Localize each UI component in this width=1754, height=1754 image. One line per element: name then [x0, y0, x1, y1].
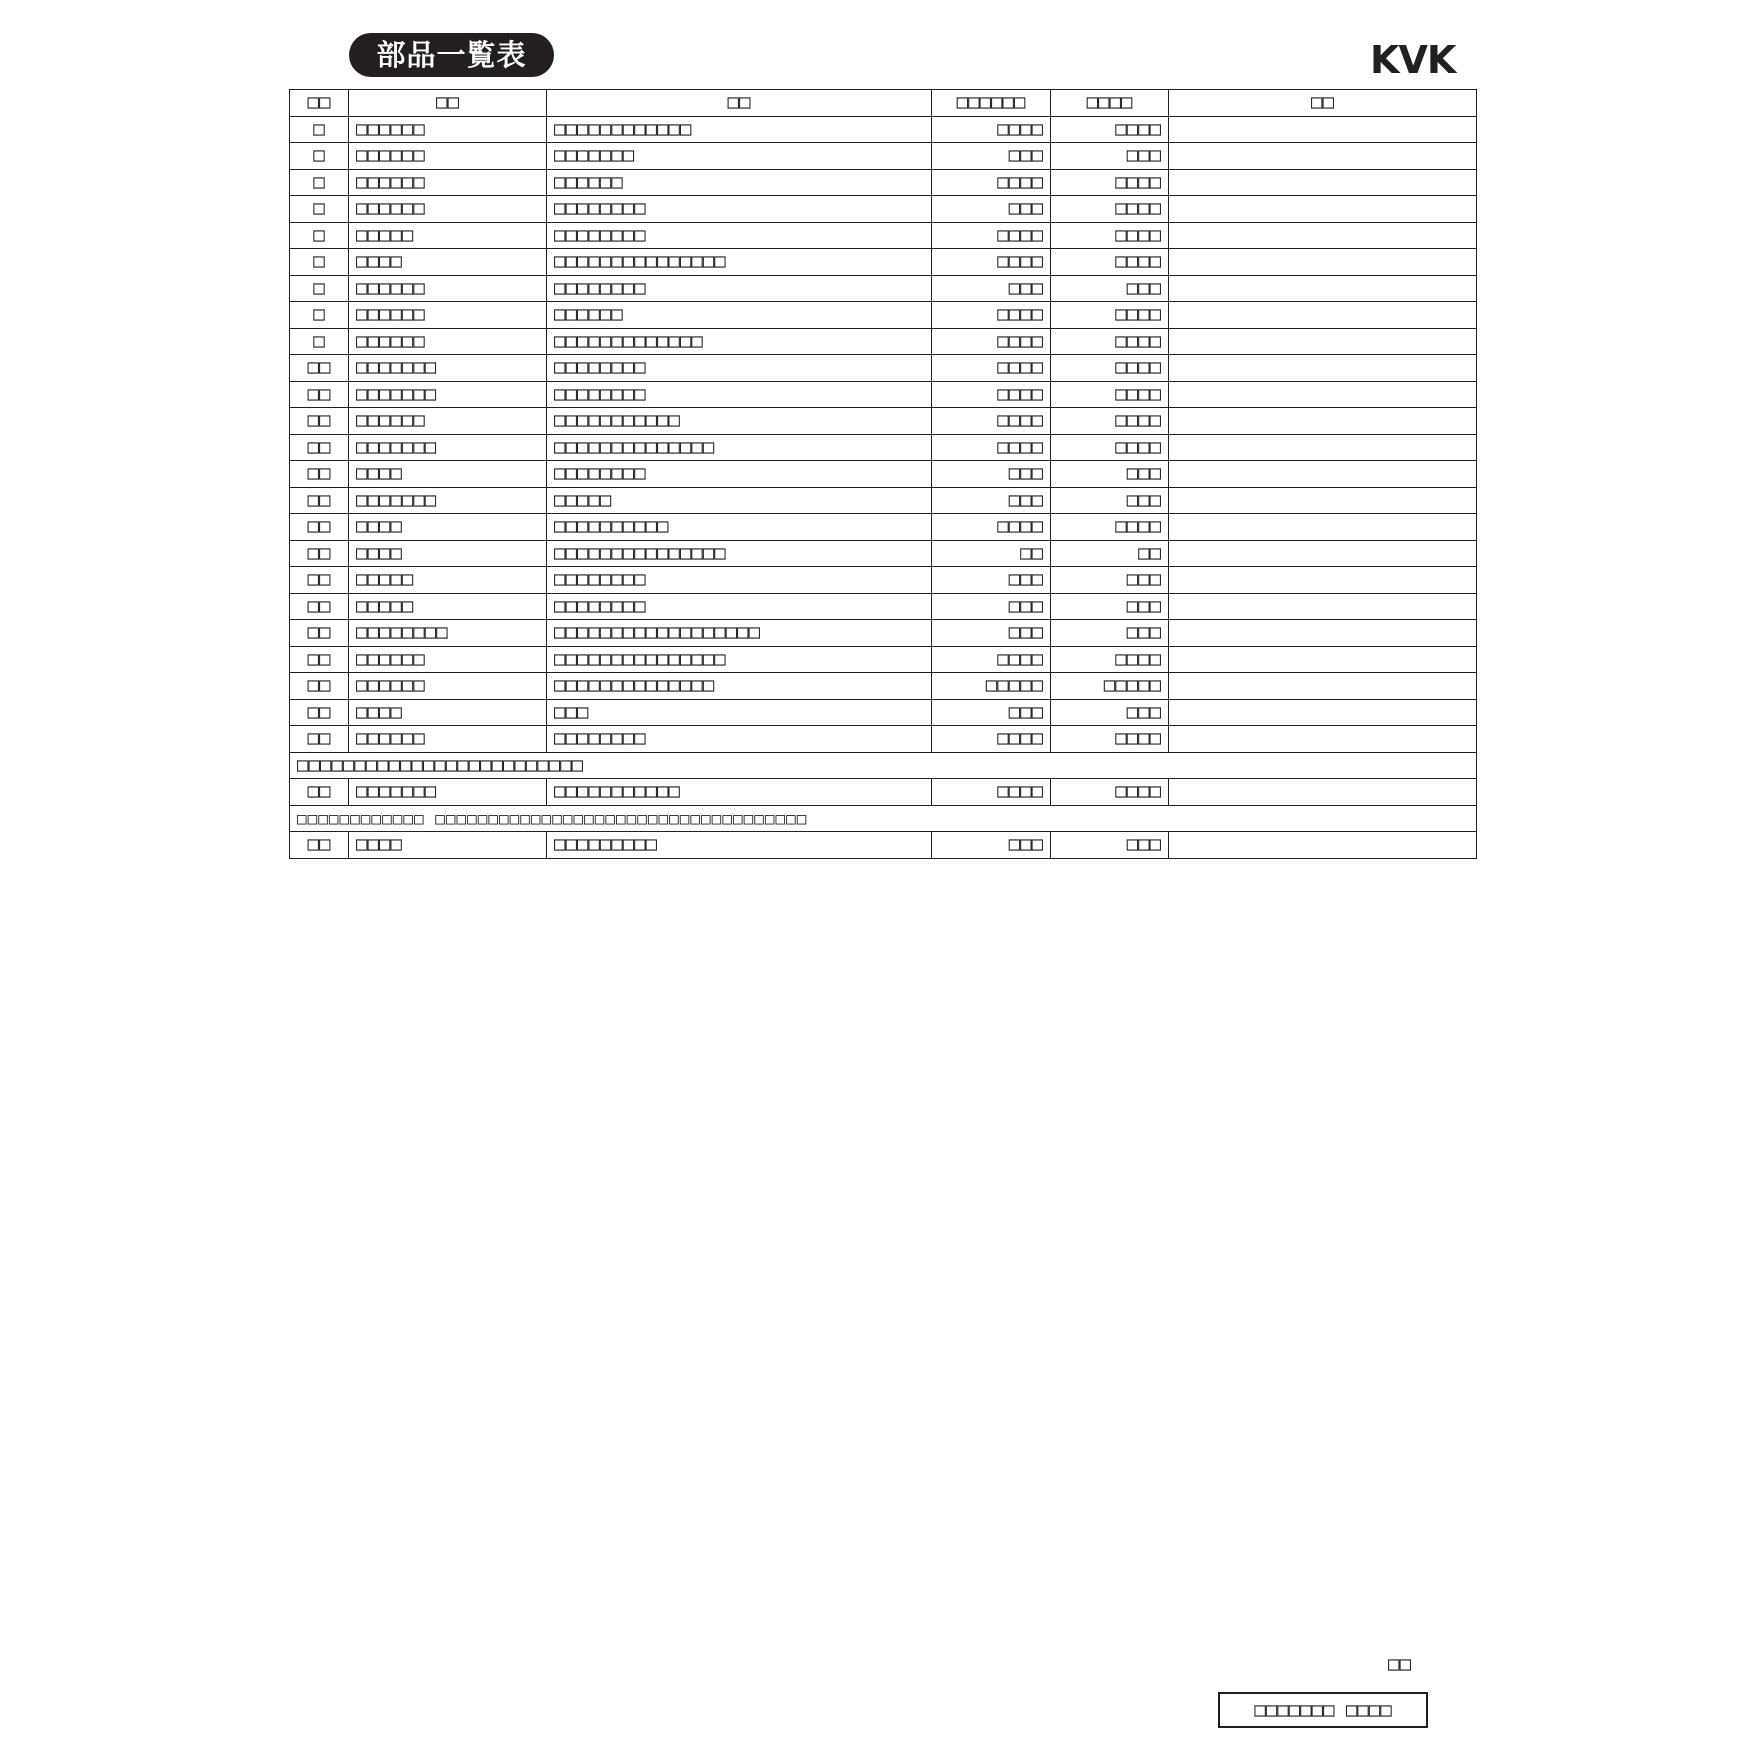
cell-part-code: □□□□ — [349, 699, 547, 726]
cell-part-name: □□□□□□□□ — [547, 355, 932, 382]
cell-part-code: □□□□ — [349, 514, 547, 541]
table-row — [290, 646, 1477, 673]
cell-no: □ — [290, 302, 349, 329]
cell-note — [1169, 779, 1477, 806]
cell-part-code: □□□□□□□ — [349, 381, 547, 408]
cell-no: □□ — [290, 726, 349, 753]
cell-part-name: □□□□□□□□□□□□□□□□□□ — [547, 620, 932, 647]
cell-part-name: □□□□□□□□□□ — [547, 514, 932, 541]
cell-part-code: □□□□ — [349, 461, 547, 488]
page-title: 部品一覧表 — [349, 33, 554, 77]
cell-note — [1169, 699, 1477, 726]
table-row — [290, 302, 1477, 329]
cell-part-name: □□□□□□□□□□□□□□□ — [547, 540, 932, 567]
cell-no: □ — [290, 222, 349, 249]
cell-price1: □□□ — [932, 832, 1051, 859]
cell-part-code: □□□□□□□ — [349, 434, 547, 461]
cell-no: □□ — [290, 567, 349, 594]
cell-part-code: □□□□□□ — [349, 143, 547, 170]
cell-part-code: □□□□□□ — [349, 646, 547, 673]
cell-price2: □□□□ — [1051, 249, 1169, 276]
cell-price1: □□□ — [932, 275, 1051, 302]
cell-price1: □□□□ — [932, 646, 1051, 673]
table-row — [290, 832, 1477, 859]
cell-note — [1169, 434, 1477, 461]
cell-price2: □□□ — [1051, 461, 1169, 488]
cell-price2: □□□□ — [1051, 408, 1169, 435]
cell-part-name: □□□□□□□□□□□□□□□ — [547, 646, 932, 673]
cell-price1: □□□□ — [932, 408, 1051, 435]
cell-price1: □□□□ — [932, 249, 1051, 276]
cell-price2: □□□□ — [1051, 302, 1169, 329]
cell-price1: □□□ — [932, 567, 1051, 594]
cell-price2: □□□ — [1051, 620, 1169, 647]
cell-note — [1169, 302, 1477, 329]
table-note-row — [290, 805, 1477, 832]
document-code: □□□□□□□ □□□□ — [1218, 1692, 1428, 1728]
cell-part-name: □□□□□□□□ — [547, 222, 932, 249]
cell-note — [1169, 726, 1477, 753]
cell-part-code: □□□□□□□□ — [349, 620, 547, 647]
cell-part-name: □□□□□□□□ — [547, 196, 932, 223]
table-row — [290, 381, 1477, 408]
cell-part-code: □□□□ — [349, 832, 547, 859]
cell-price1: □□□ — [932, 461, 1051, 488]
column-header-code: □□ — [349, 90, 547, 117]
cell-part-name: □□□□□□□□ — [547, 567, 932, 594]
cell-part-name: □□□□□□□□□□□□□□□ — [547, 249, 932, 276]
cell-price2: □□□ — [1051, 567, 1169, 594]
cell-price2: □□□ — [1051, 143, 1169, 170]
cell-price2: □□□ — [1051, 699, 1169, 726]
table-row — [290, 116, 1477, 143]
cell-part-name: □□□□□□□□□□□□ — [547, 116, 932, 143]
cell-part-code: □□□□□□ — [349, 196, 547, 223]
cell-note — [1169, 408, 1477, 435]
cell-price2: □□□□ — [1051, 328, 1169, 355]
table-row — [290, 487, 1477, 514]
column-header-price1: □□□□□□ — [932, 90, 1051, 117]
cell-price2: □□□ — [1051, 275, 1169, 302]
table-row — [290, 593, 1477, 620]
cell-no: □□ — [290, 408, 349, 435]
table-header-row — [290, 90, 1477, 117]
cell-part-code: □□□□□□ — [349, 673, 547, 700]
table-row — [290, 328, 1477, 355]
cell-note — [1169, 540, 1477, 567]
cell-no: □□ — [290, 381, 349, 408]
table-row — [290, 540, 1477, 567]
cell-note — [1169, 514, 1477, 541]
cell-price1: □□□ — [932, 699, 1051, 726]
table-row — [290, 567, 1477, 594]
cell-part-code: □□□□□□ — [349, 302, 547, 329]
cell-price1: □□□□ — [932, 434, 1051, 461]
cell-part-name: □□□□□□□□□□□□□ — [547, 328, 932, 355]
cell-part-name: □□□□□□ — [547, 169, 932, 196]
cell-part-name: □□□□□□□□ — [547, 593, 932, 620]
cell-price1: □□□□ — [932, 169, 1051, 196]
cell-price1: □□□ — [932, 196, 1051, 223]
cell-part-name: □□□□□□□□ — [547, 381, 932, 408]
cell-no: □ — [290, 249, 349, 276]
cell-note — [1169, 381, 1477, 408]
table-row — [290, 699, 1477, 726]
cell-note — [1169, 116, 1477, 143]
page-number: □□ — [1388, 1653, 1411, 1675]
cell-part-name: □□□□□□□□□□□ — [547, 779, 932, 806]
cell-price2: □□□□ — [1051, 434, 1169, 461]
cell-price1: □□□□ — [932, 222, 1051, 249]
cell-price1: □□□ — [932, 487, 1051, 514]
table-row — [290, 514, 1477, 541]
cell-note — [1169, 832, 1477, 859]
cell-note — [1169, 567, 1477, 594]
table-row — [290, 461, 1477, 488]
cell-no: □□ — [290, 646, 349, 673]
cell-price2: □□□□ — [1051, 779, 1169, 806]
table-row — [290, 222, 1477, 249]
table-row — [290, 726, 1477, 753]
table-row — [290, 408, 1477, 435]
cell-part-code: □□□□ — [349, 249, 547, 276]
cell-no: □□ — [290, 540, 349, 567]
cell-price1: □□□ — [932, 143, 1051, 170]
table-row — [290, 355, 1477, 382]
cell-note — [1169, 143, 1477, 170]
column-header-price2: □□□□ — [1051, 90, 1169, 117]
cell-price2: □□□□□ — [1051, 673, 1169, 700]
cell-no: □□ — [290, 514, 349, 541]
cell-part-code: □□□□□ — [349, 222, 547, 249]
cell-price2: □□□□ — [1051, 116, 1169, 143]
cell-part-code: □□□□□□ — [349, 408, 547, 435]
cell-price1: □□□ — [932, 620, 1051, 647]
table-row — [290, 434, 1477, 461]
cell-part-name: □□□□□□ — [547, 302, 932, 329]
cell-price1: □□□□ — [932, 116, 1051, 143]
cell-note — [1169, 275, 1477, 302]
cell-no: □□ — [290, 832, 349, 859]
table-row — [290, 673, 1477, 700]
note-text: □□□□□□□□□□□□ □□□□□□□□□□□□□□□□□□□□□□□□□□□□□□□□□□□ — [290, 805, 1477, 832]
cell-note — [1169, 646, 1477, 673]
cell-part-code: □□□□□ — [349, 593, 547, 620]
cell-part-code: □□□□□□ — [349, 169, 547, 196]
cell-note — [1169, 249, 1477, 276]
table-row — [290, 249, 1477, 276]
cell-price2: □□□□ — [1051, 222, 1169, 249]
cell-part-name: □□□□□□□□ — [547, 275, 932, 302]
cell-price2: □□ — [1051, 540, 1169, 567]
cell-price1: □□ — [932, 540, 1051, 567]
cell-part-name: □□□□□□□□□ — [547, 832, 932, 859]
cell-price2: □□□□ — [1051, 169, 1169, 196]
column-header-note: □□ — [1169, 90, 1477, 117]
cell-price1: □□□□ — [932, 355, 1051, 382]
cell-note — [1169, 222, 1477, 249]
brand-logo: KVK — [1370, 38, 1456, 82]
cell-part-name: □□□□□□□□ — [547, 726, 932, 753]
cell-part-code: □□□□□□ — [349, 328, 547, 355]
cell-note — [1169, 673, 1477, 700]
cell-part-code: □□□□□□ — [349, 726, 547, 753]
cell-no: □□ — [290, 620, 349, 647]
cell-note — [1169, 593, 1477, 620]
cell-price2: □□□□ — [1051, 381, 1169, 408]
cell-no: □□ — [290, 434, 349, 461]
table-row — [290, 196, 1477, 223]
cell-part-name: □□□□□□□□□□□□□□ — [547, 673, 932, 700]
cell-part-code: □□□□ — [349, 540, 547, 567]
cell-no: □□ — [290, 355, 349, 382]
cell-price2: □□□□ — [1051, 196, 1169, 223]
table-row — [290, 275, 1477, 302]
cell-part-name: □□□□□□□□□□□□□□ — [547, 434, 932, 461]
cell-price1: □□□□ — [932, 302, 1051, 329]
cell-price1: □□□□ — [932, 381, 1051, 408]
column-header-no: □□ — [290, 90, 349, 117]
parts-table — [289, 89, 1477, 859]
cell-part-name: □□□□□ — [547, 487, 932, 514]
cell-price2: □□□□ — [1051, 726, 1169, 753]
cell-part-code: □□□□□□ — [349, 116, 547, 143]
cell-price2: □□□□ — [1051, 355, 1169, 382]
cell-part-code: □□□□□□□ — [349, 355, 547, 382]
cell-price2: □□□□ — [1051, 646, 1169, 673]
cell-part-name: □□□ — [547, 699, 932, 726]
cell-price1: □□□□□ — [932, 673, 1051, 700]
table-row — [290, 169, 1477, 196]
cell-note — [1169, 328, 1477, 355]
cell-part-code: □□□□□□□ — [349, 487, 547, 514]
cell-price1: □□□□ — [932, 779, 1051, 806]
cell-note — [1169, 487, 1477, 514]
cell-part-code: □□□□□□ — [349, 275, 547, 302]
cell-no: □ — [290, 143, 349, 170]
cell-part-code: □□□□□ — [349, 567, 547, 594]
cell-price2: □□□ — [1051, 593, 1169, 620]
cell-no: □ — [290, 169, 349, 196]
cell-price1: □□□□ — [932, 726, 1051, 753]
table-row — [290, 779, 1477, 806]
cell-price1: □□□□ — [932, 328, 1051, 355]
cell-part-name: □□□□□□□□□□□ — [547, 408, 932, 435]
cell-price2: □□□ — [1051, 487, 1169, 514]
cell-price2: □□□□ — [1051, 514, 1169, 541]
cell-price1: □□□□ — [932, 514, 1051, 541]
cell-no: □ — [290, 116, 349, 143]
cell-note — [1169, 169, 1477, 196]
cell-price2: □□□ — [1051, 832, 1169, 859]
cell-no: □□ — [290, 461, 349, 488]
table-row — [290, 620, 1477, 647]
table-note-row — [290, 752, 1477, 779]
cell-no: □ — [290, 275, 349, 302]
cell-part-code: □□□□□□□ — [349, 779, 547, 806]
cell-note — [1169, 620, 1477, 647]
cell-no: □□ — [290, 593, 349, 620]
cell-no: □ — [290, 196, 349, 223]
cell-note — [1169, 355, 1477, 382]
cell-no: □□ — [290, 779, 349, 806]
cell-price1: □□□ — [932, 593, 1051, 620]
column-header-name: □□ — [547, 90, 932, 117]
cell-no: □ — [290, 328, 349, 355]
cell-no: □□ — [290, 699, 349, 726]
table-row — [290, 143, 1477, 170]
cell-part-name: □□□□□□□ — [547, 143, 932, 170]
note-text: □□□□□□□□□□□□□□□□□□□□□□□□□ — [290, 752, 1477, 779]
cell-note — [1169, 196, 1477, 223]
cell-no: □□ — [290, 673, 349, 700]
cell-no: □□ — [290, 487, 349, 514]
cell-note — [1169, 461, 1477, 488]
cell-part-name: □□□□□□□□ — [547, 461, 932, 488]
